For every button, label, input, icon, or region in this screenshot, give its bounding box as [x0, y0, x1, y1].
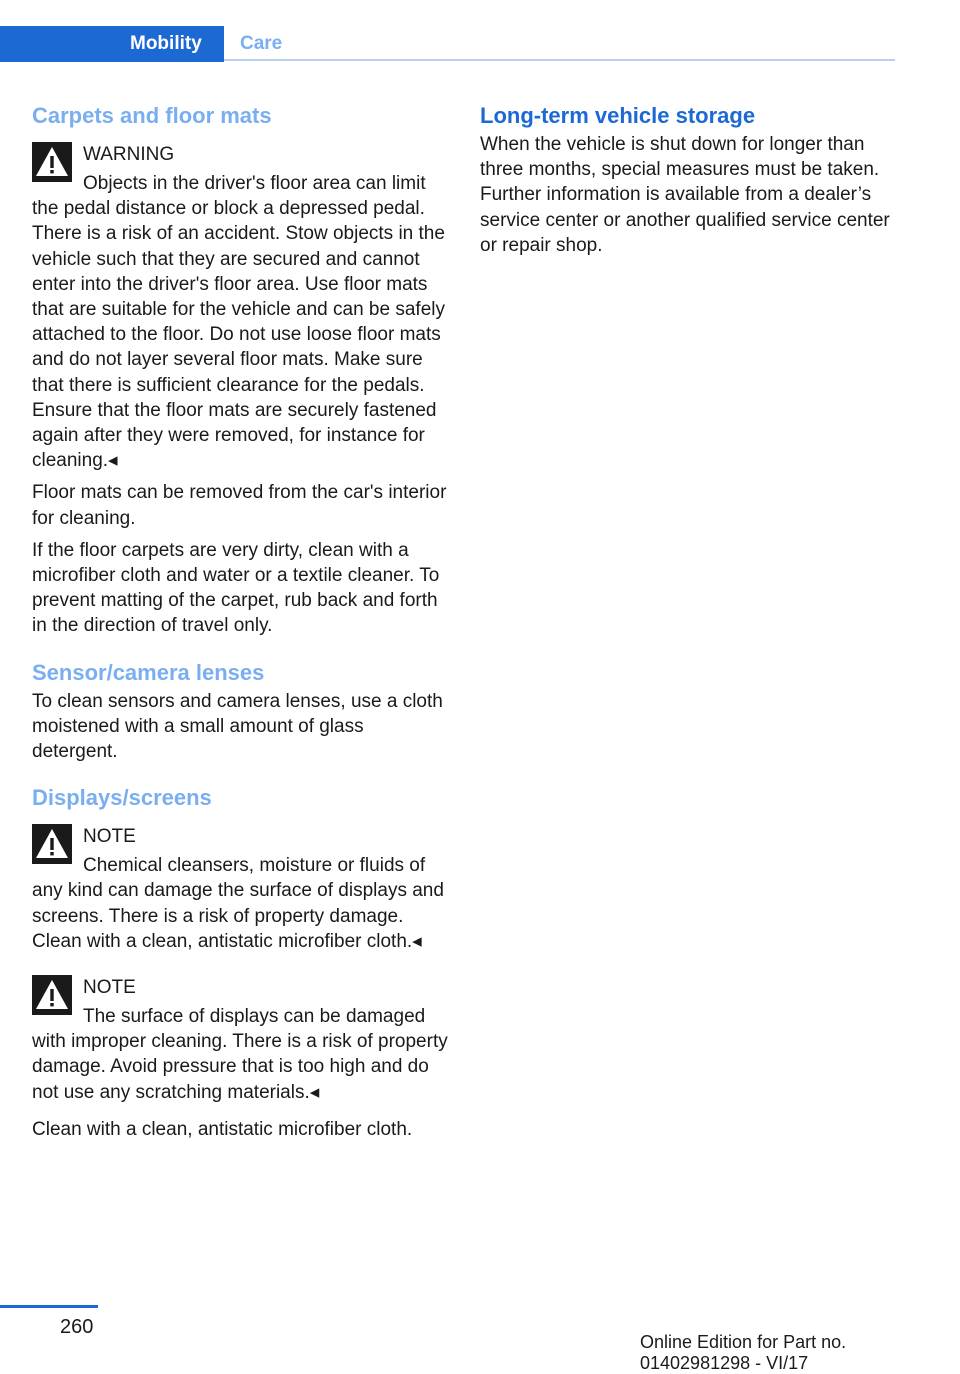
paragraph: To clean sensors and camera lenses, use a cloth moistened with a small amount of glass detergent.: [32, 690, 443, 763]
section-title-carpets: Carpets and floor mats: [32, 103, 272, 128]
left-column: [32, 100, 448, 1149]
warning-triangle-icon: [32, 142, 72, 182]
paragraph: When the vehicle is shut down for longer than three months, special measures must be taken. Further information is available from a dealer’s service center or another qualified service center or repair shop.: [480, 134, 890, 256]
footer-rule: [0, 1305, 98, 1308]
warning-label: WARNING: [83, 144, 175, 165]
section-title-displays: Displays/screens: [32, 785, 212, 811]
note-text: The surface of displays can be damaged with improper cleaning. There is a risk of property damage. Avoid pressure that is too high and do not use any scratching materials.◂: [32, 1006, 448, 1103]
section-title-storage: Long-term vehicle storage: [480, 103, 756, 128]
paragraph: Floor mats can be removed from the car's interior for cleaning.: [32, 482, 447, 529]
paragraph: Clean with a clean, antistatic microfiber cloth.: [32, 1118, 413, 1140]
edition-text: Online Edition for Part no. 01402981298 - VI/17: [640, 1332, 847, 1373]
tab-care[interactable]: Care: [240, 33, 283, 54]
tab-mobility[interactable]: Mobility: [0, 26, 224, 62]
warning-triangle-icon: [32, 824, 72, 864]
warning-triangle-icon: [32, 975, 72, 1015]
note-notice: [32, 972, 448, 1105]
warning-text: Objects in the driver's floor area can limit the pedal distance or block a depressed pedal. There is a risk of an accident. Stow objects in the vehicle such that they are secured and cannot enter into the driver's floor area. Use floor mats that are suitable for the vehicle and can be safely attached to the floor. Do not use loose floor mats and do not layer several floor mats. Make sure that there is sufficient clearance for the pedals. Ensure that the floor mats are securely fastened again after they were removed, for instance for cleaning.◂: [32, 173, 445, 472]
paragraph: If the floor carpets are very dirty, clean with a microfiber cloth and water or a textile cleaner. To prevent matting of the carpet, rub back and forth in the direction of travel only.: [32, 539, 440, 637]
right-column: [480, 100, 894, 265]
note-notice: [32, 821, 448, 954]
page-number: 260: [60, 1316, 94, 1338]
note-label: NOTE: [83, 977, 136, 999]
note-label: NOTE: [83, 826, 136, 848]
section-title-sensor: Sensor/camera lenses: [32, 659, 265, 685]
warning-notice: [32, 139, 448, 473]
tab-bar: [0, 26, 895, 62]
header-rule: [224, 59, 895, 61]
note-text: Chemical cleansers, moisture or fluids of any kind can damage the surface of displays and screens. There is a risk of property damage. Clean with a clean, antistatic microfiber cloth.◂: [32, 855, 444, 952]
